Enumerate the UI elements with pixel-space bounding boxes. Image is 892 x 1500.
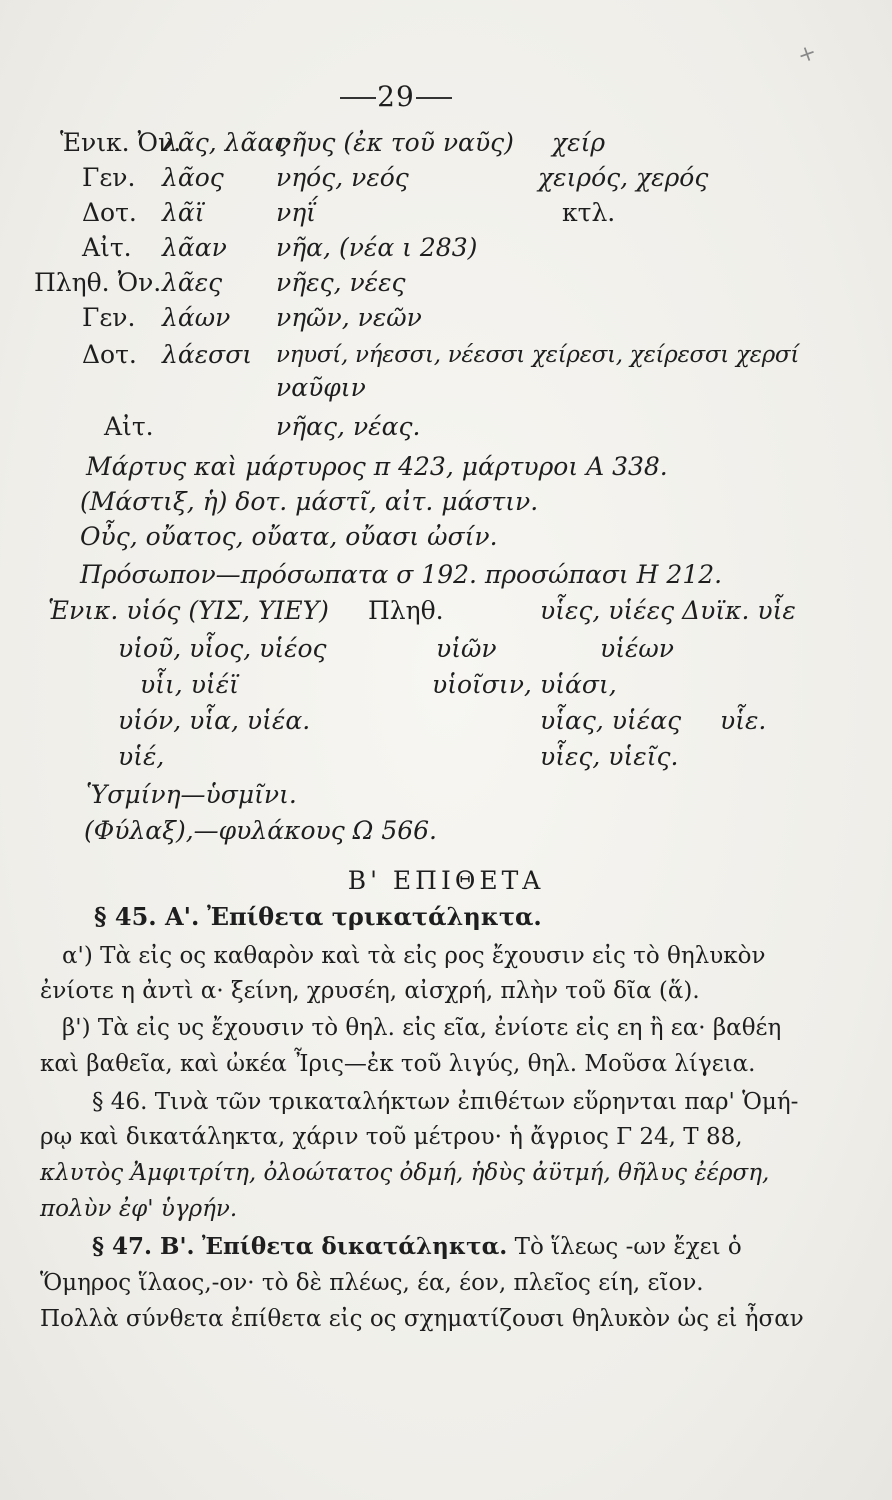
corner-pencil-mark: + [794, 39, 821, 70]
form-las: λάων [162, 303, 231, 332]
section-45-number: § 45. Α'. [94, 902, 200, 931]
form-las: λᾶς, λᾶας [162, 128, 289, 157]
huios-dative: υἷι, υἱέϊ [140, 670, 239, 699]
right-ornament [416, 97, 452, 99]
section-47-title [92, 1232, 742, 1262]
section-47-heading-rest: Τὸ ἵλεως -ων ἔχει ὁ [514, 1234, 742, 1260]
case-label: Ἑνικ. Ὀν. [60, 128, 182, 157]
form-las: λᾶαν [162, 233, 227, 262]
case-label: Αἰτ. [82, 233, 132, 262]
form-las: λᾶος [162, 163, 224, 192]
section-46-line3: κλυτὸς Ἀμφιτρίτη, ὀλοώτατος ὀδμή, ἡδὺς ἀϋτμή, θῆλυς ἐέρση, [40, 1160, 770, 1186]
form-las: λᾶϊ [162, 198, 205, 227]
section-46-line4: πολὺν ἐφ' ὑγρήν. [40, 1196, 238, 1222]
huios-vocative: υἱέ, [118, 742, 165, 771]
case-label: Δοτ. [82, 198, 137, 227]
form-naus: νηυσί, νήεσσι, νέεσσι χείρεσι, χείρεσσι χερσί [276, 342, 800, 368]
page-number-header [300, 80, 492, 113]
huios-plural: υἷες, υἱέες Δυϊκ. υἷε [540, 596, 796, 625]
line-phylax: (Φύλαξ),—φυλάκους Ω 566. [84, 816, 438, 845]
form-naus: νῆες, νέες [276, 268, 406, 297]
form-naus: ναῦφιν [276, 373, 366, 402]
huios-genitive-plural: υἱῶν [436, 634, 497, 663]
section-47-heading: Ἐπίθετα δικατάληκτα. [201, 1233, 508, 1260]
huios-dative-plural: υἱοῖσιν, [432, 670, 532, 699]
huios-accusative-plural: υἷας, υἱέας [540, 706, 682, 735]
section-45-a-line1: α') Τὰ εἰς ος καθαρὸν καὶ τὰ εἰς ρος ἔχουσιν εἰς τὸ θηλυκὸν [62, 943, 766, 969]
form-naus: νῆυς (ἐκ τοῦ ναῦς) [276, 128, 514, 157]
form-naus: νηΐ [276, 198, 316, 227]
form-cheir: χειρός, χερός [538, 163, 709, 192]
section-45-heading: Ἐπίθετα τρικατάληκτα. [206, 902, 542, 931]
case-label: Πληθ. Ὀν. [34, 268, 162, 297]
huios-singular: Ἑνικ. υἱός (ΥΙΣ, ΥΙΕΥ) [48, 596, 329, 625]
section-heading: Β' ΕΠΙΘΕΤΑ [347, 866, 545, 895]
case-label: Αἰτ. [104, 412, 154, 441]
form-cheir: κτλ. [562, 198, 616, 227]
section-45-b-line2: καὶ βαθεῖα, καὶ ὠκέα Ἶρις—ἐκ τοῦ λιγύς, θηλ. Μοῦσα λίγεια. [40, 1051, 756, 1077]
form-naus: νηῶν, νεῶν [276, 303, 422, 332]
huios-accusative: υἱόν, υἷα, υἱέα. [118, 706, 311, 735]
line-prosopon: Πρόσωπον—πρόσωπατα σ 192. προσώπασι Η 212. [80, 560, 723, 589]
line-ysmine: Ὑσμίνη—ὑσμῖνι. [86, 780, 297, 809]
section-46-line1: § 46. Τινὰ τῶν τρικαταλήκτων ἐπιθέτων εὕρηνται παρ' Ὁμή- [92, 1089, 799, 1115]
form-naus: νῆας, νέας. [276, 412, 421, 441]
section-47-number: § 47. Β'. [92, 1233, 195, 1260]
form-las: λᾶες [162, 268, 223, 297]
section-45-b-line1: β') Τὰ εἰς υς ἔχουσιν τὸ θηλ. εἰς εῖα, ἐνίοτε εἰς εη ἢ εα· βαθέη [62, 1015, 782, 1041]
huios-vocative-plural: υἷες, υἱεῖς. [540, 742, 679, 771]
huios-dative-plural-alt: υἱάσι, [540, 670, 617, 699]
form-naus: νηός, νεός [276, 163, 409, 192]
case-label: Δοτ. [82, 340, 137, 369]
section-47-line2: Πολλὰ σύνθετα ἐπίθετα εἰς ος σχηματίζουσι θηλυκὸν ὡς εἰ ἦσαν [40, 1306, 804, 1332]
huios-genitive: υἱοῦ, υἷος, υἱέος [118, 634, 327, 663]
section-45-a-line2: ἐνίοτε η ἀντὶ α· ξείνη, χρυσέη, αἰσχρή, πλὴν τοῦ δῖα (ἅ). [40, 978, 700, 1004]
section-46-line2: ρῳ καὶ δικατάληκτα, χάριν τοῦ μέτρου· ἡ ἄγριος Γ 24, Τ 88, [40, 1124, 743, 1150]
line-ous: Οὖς, οὔατος, οὔατα, οὔασι ὠσίν. [80, 522, 498, 551]
form-naus: νῆα, (νέα ι 283) [276, 233, 478, 262]
huios-dual: υἷε. [720, 706, 767, 735]
left-ornament [340, 97, 376, 99]
line-mastix: (Μάστιξ, ἡ) δοτ. μάστῖ, αἰτ. μάστιν. [80, 487, 539, 516]
form-las: λάεσσι [162, 340, 253, 369]
plural-label: Πληθ. [368, 596, 444, 625]
section-47-line1: Ὅμηρος ἵλαος,-ον· τὸ δὲ πλέως, έα, έον, πλεῖος είη, εῖον. [40, 1270, 704, 1296]
case-label: Γεν. [82, 163, 136, 192]
section-45-title [94, 902, 542, 932]
huios-genitive-plural-alt: υἱέων [600, 634, 674, 663]
line-martys: Μάρτυς καὶ μάρτυρος π 423, μάρτυροι Α 338. [86, 452, 668, 481]
page-number: 29 [377, 80, 415, 113]
case-label: Γεν. [82, 303, 136, 332]
form-cheir: χείρ [552, 128, 606, 157]
